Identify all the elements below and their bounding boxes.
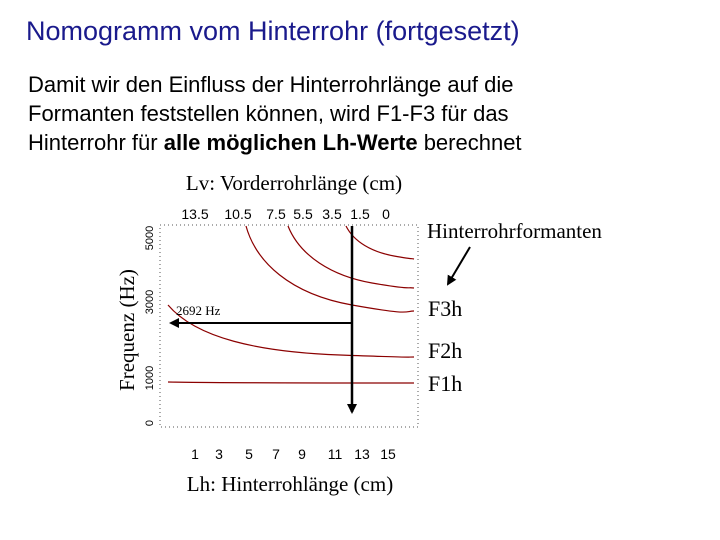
y-tick-1000: 1000 — [144, 365, 156, 391]
intro-line-1: Damit wir den Einfluss der Hinterrohrlänge auf die — [28, 72, 514, 97]
y-tick-0: 0 — [144, 419, 156, 427]
top-tick-13-5: 13.5 — [181, 206, 209, 222]
bottom-tick-5: 5 — [245, 446, 253, 462]
f1h-curve — [168, 382, 414, 383]
f2h-label: F2h — [428, 338, 463, 363]
intro-line-2: Formanten feststellen können, wird F1-F3 für das — [28, 101, 509, 126]
top-tick-3-5: 3.5 — [322, 206, 342, 222]
bottom-tick-11: 11 — [327, 446, 343, 462]
callout-arrow — [448, 247, 470, 284]
intro-line-3-bold: alle möglichen Lh-Werte — [163, 130, 418, 155]
f1h-label: F1h — [428, 371, 463, 396]
f3h-label: F3h — [428, 296, 463, 321]
bottom-tick-3: 3 — [215, 446, 223, 462]
bottom-axis-label: Lh: Hinterrohlänge (cm) — [186, 472, 394, 496]
y-tick-5000: 5000 — [144, 225, 156, 251]
top-tick-5-5: 5.5 — [293, 206, 313, 222]
slide-title: Nomogramm vom Hinterrohr (fortgesetzt) — [26, 16, 520, 46]
frequency-readout-label: 2692 Hz — [176, 303, 221, 318]
top-tick-0: 0 — [382, 206, 390, 222]
bottom-tick-13: 13 — [354, 446, 370, 462]
intro-line-3-end: berechnet — [417, 130, 522, 155]
bottom-tick-7: 7 — [272, 446, 280, 462]
top-tick-1-5: 1.5 — [350, 206, 370, 222]
bottom-tick-1: 1 — [191, 446, 199, 462]
hinterrohrformanten-label: Hinterrohrformanten — [427, 219, 602, 243]
plot-frame — [160, 225, 418, 427]
bottom-tick-15: 15 — [380, 446, 396, 462]
f3h-curve-right — [346, 226, 414, 259]
y-axis-label: Frequenz (Hz) — [115, 269, 139, 391]
y-tick-3000: 3000 — [144, 289, 156, 315]
bottom-tick-9: 9 — [298, 446, 306, 462]
intro-line-3-start: Hinterrohr für — [28, 130, 164, 155]
top-axis-label: Lv: Vorderrohrlänge (cm) — [185, 171, 403, 195]
top-tick-7-5: 7.5 — [266, 206, 286, 222]
top-tick-10-5: 10.5 — [224, 206, 252, 222]
